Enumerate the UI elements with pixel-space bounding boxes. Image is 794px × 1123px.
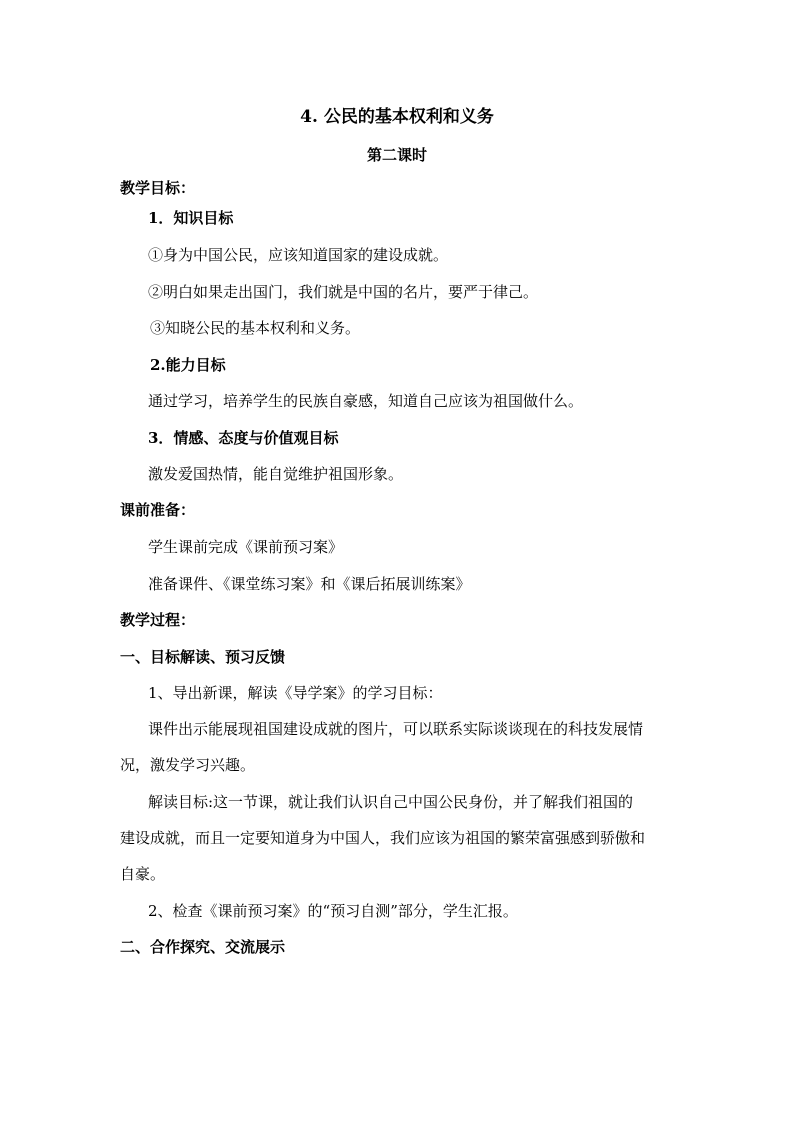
paragraph-2-line-2: 建设成就，而且一定要知道身为中国人，我们应该为祖国的繁荣富强感到骄傲和 bbox=[120, 829, 646, 847]
process-heading: 教学过程： bbox=[120, 611, 196, 629]
emotion-objective-heading: 3．情感、态度与价值观目标 bbox=[148, 429, 339, 447]
knowledge-item-3: ③知晓公民的基本权利和义务。 bbox=[150, 319, 361, 337]
step-2-text: 2、检查《课前预习案》的“预习自测”部分，学生汇报。 bbox=[148, 902, 518, 920]
section-1-heading: 一、目标解读、预习反馈 bbox=[120, 648, 286, 666]
emotion-objective-text: 激发爱国热情，能自觉维护祖国形象。 bbox=[148, 465, 404, 483]
ability-objective-heading: 2.能力目标 bbox=[150, 356, 226, 374]
section-2-heading: 二、合作探究、交流展示 bbox=[120, 938, 286, 956]
knowledge-item-1: ①身为中国公民，应该知道国家的建设成就。 bbox=[148, 246, 449, 264]
document-subtitle: 第二课时 bbox=[366, 146, 427, 164]
paragraph-2-line-3: 自豪。 bbox=[120, 865, 166, 883]
step-1-text: 1、导出新课，解读《导学案》的学习目标： bbox=[148, 684, 443, 702]
preparation-item-2: 准备课件、《课堂练习案》和《课后拓展训练案》 bbox=[148, 575, 471, 593]
paragraph-1-line-1: 课件出示能展现祖国建设成就的图片，可以联系实际谈谈现在的科技发展情 bbox=[148, 720, 644, 738]
paragraph-1-line-2: 况，激发学习兴趣。 bbox=[120, 756, 256, 774]
preparation-heading: 课前准备： bbox=[120, 501, 196, 519]
preparation-item-1: 学生课前完成《课前预习案》 bbox=[148, 538, 344, 556]
knowledge-item-2: ②明白如果走出国门，我们就是中国的名片，要严于律己。 bbox=[148, 283, 539, 301]
document-title: 4. 公民的基本权利和义务 bbox=[300, 107, 494, 127]
objectives-heading: 教学目标： bbox=[120, 179, 196, 197]
ability-objective-text: 通过学习，培养学生的民族自豪感，知道自己应该为祖国做什么。 bbox=[148, 392, 584, 410]
knowledge-objective-heading: 1．知识目标 bbox=[148, 209, 234, 227]
paragraph-2-line-1: 解读目标:这一节课，就让我们认识自己中国公民身份，并了解我们祖国的 bbox=[148, 793, 634, 811]
